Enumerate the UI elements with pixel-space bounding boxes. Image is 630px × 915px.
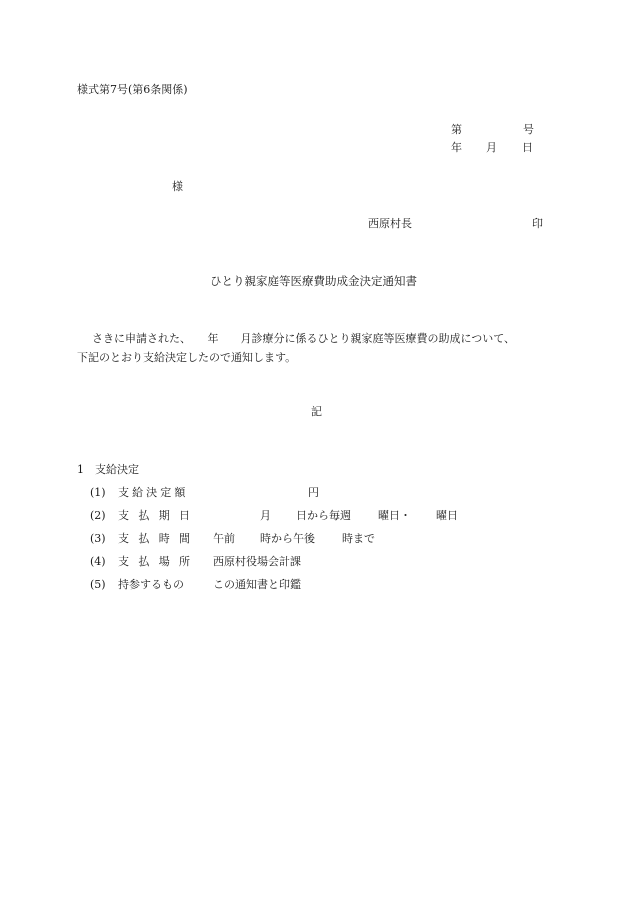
item-number: (1) (90, 486, 106, 499)
item-number: (5) (90, 578, 106, 591)
item-value-weekly: 日から毎週 (296, 509, 351, 522)
ki-heading: 記 (311, 405, 322, 418)
item-value-unit: 円 (308, 486, 319, 499)
item-value-weekday-1: 曜日・ (378, 509, 411, 522)
item-number: (4) (90, 555, 106, 568)
addressee-honorific: 様 (172, 180, 183, 193)
date-day-label: 日 (522, 141, 533, 154)
item-value-month: 月 (260, 509, 271, 522)
item-label: 持参するもの (118, 578, 184, 591)
item-label: 支払期日 (118, 509, 200, 522)
item-value-weekday-2: 曜日 (436, 509, 458, 522)
date-year-label: 年 (451, 141, 462, 154)
item-value-place: 西原村役場会計課 (213, 555, 301, 568)
item-value-pm: 時から午後 (260, 532, 315, 545)
body-text-line-2: 下記のとおり支給決定したので通知します。 (77, 351, 297, 364)
form-number-label: 様式第7号(第6条関係) (77, 83, 188, 96)
item-number: (2) (90, 509, 106, 522)
document-number-prefix: 第 (451, 123, 462, 136)
issuer-name: 西原村長 (368, 217, 412, 230)
date-month-label: 月 (486, 141, 497, 154)
item-number: (3) (90, 532, 106, 545)
item-value-am: 午前 (213, 532, 235, 545)
item-label: 支給決定額 (118, 486, 189, 499)
item-label: 支払時間 (118, 532, 200, 545)
item-label: 支払場所 (118, 555, 200, 568)
item-value-until: 時まで (342, 532, 375, 545)
document-title: ひとり親家庭等医療費助成金決定通知書 (210, 274, 417, 288)
item-value-items: この通知書と印鑑 (213, 578, 301, 591)
seal-mark: 印 (532, 217, 543, 230)
section-heading: 1 支給決定 (77, 463, 139, 476)
body-text-line-1: さきに申請された、 年 月診療分に係るひとり親家庭等医療費の助成について、 (92, 332, 516, 345)
document-number-suffix: 号 (523, 123, 534, 136)
